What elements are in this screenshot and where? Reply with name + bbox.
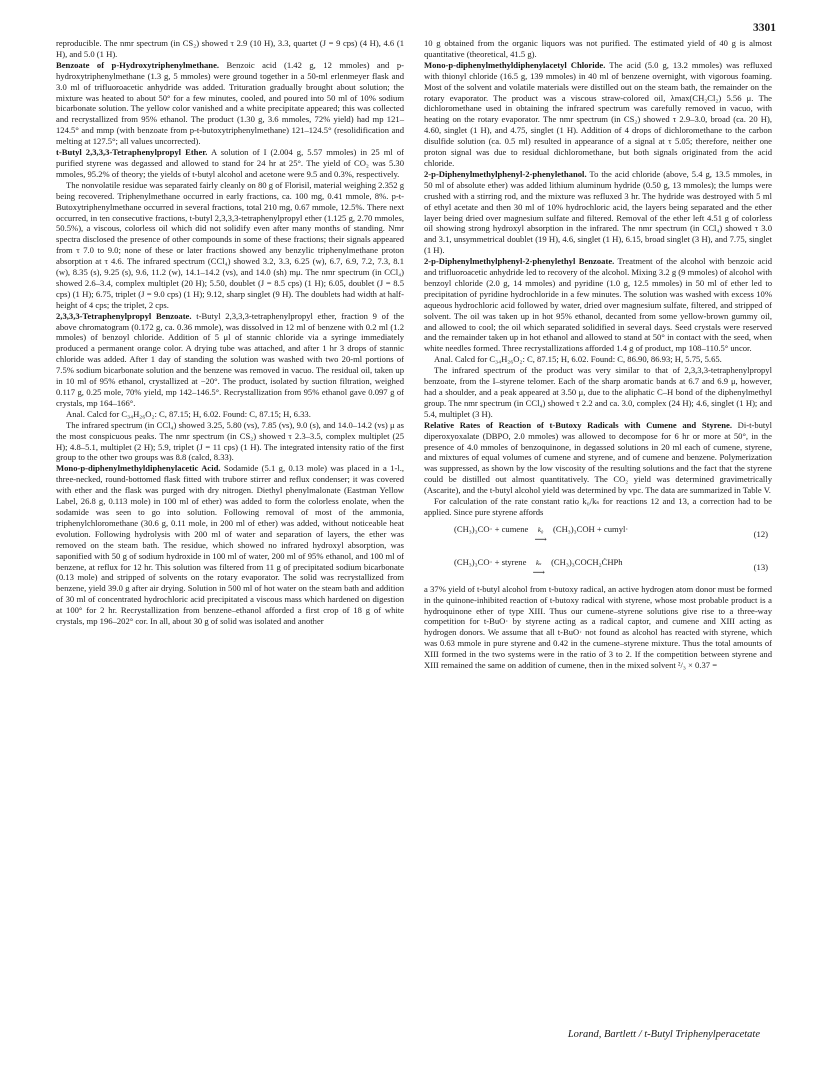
section-heading: t-Butyl 2,3,3,3-Tetraphenylpropyl Ether. <box>56 147 208 158</box>
right-column: 10 g obtained from the organic liquors was not purified. The estimated yield of 40 g is almost quantitative (theoretical, 41.5 g). Mono-p-diphenylmethyldiphenylacetyl Chloride. The acid (5.0 g, 13.2 mmoles) was refluxed with thionyl chloride (16.5 g, 139 mmoles) in 40 ml of benzene overnight, with vigorous foaming. Most of the solvent and volatile materials were distilled out on the steam bath, the remainder on the rotary evaporator. The product was a viscous straw-colored oil, λmax(CH₂Cl₂) 5.56 μ. The dichloromethane used in obtaining the infrared spectrum was carefully removed in vacuo, with heating on the rotary evaporator. The nmr spectrum (in CS₂) showed τ 2.9–3.0, broad (ca. 20 H), 4.60, singlet (1 H), and 4.75, singlet (1 H). Addition of 4 drops of dichloromethane to the carbon disulfide solution (ca. 0.5 ml) resulted in appearance of a signal at τ 5.05; therefore, neither one proton signal was due to residual dichloromethane, but both signals originated from the acid chloride. 2-p-Diphenylmethylphenyl-2-phenylethanol. To the acid chloride (above, 5.4 g, 13.5 mmoles, in 50 ml of absolute ether) was added lithium aluminum hydride (0.50 g, 13 mmoles); the lumps were crushed with a stirring rod, and the mixture was refluxed 3 hr. The hydride was destroyed with 5 ml of ethyl acetate and then 30 ml of 10% hydrochloric acid, the layers being separated and the ether layer being dried over magnesium sulfate and filtered. Removal of the ether left 4.51 g of colorless oil showing strong hydroxyl absorption in the infrared. The nmr spectrum (in CCl₄) showed τ 3.0 and 3.1, unsymmetrical doublet (19 H), 4.6, singlet (1 H), 6.15, broad singlet (3 H), and 7.75, singlet (1 H). 2-p-Diphenylmethylphenyl-2-phenylethyl Benzoate. Treatment of the alcohol with benzoic acid and trifluoroacetic anhydride led to recovery of the alcohol. Mixing 3.2 g (9 mmoles) of alcohol with benzoyl chloride (2.0 g, 14 mmoles) and pyridine (1.0 g, 12.5 mmoles) in 50 ml of ether led to precipitation of pyridine hydrochloride in a few minutes. The solution was washed with excess 10% aqueous hydrochloric acid followed by water, dried over magnesium sulfate, filtered, and stripped of solvent. The oil was taken up in hot 95% ethanol, decanted from some yellow-brown gummy oil, and allowed to cool; the oil which separated solidified in several days. Seed crystals were reserved and the remainder taken up in hot ethanol and allowed to stand at 50° in contact with the seed, when white needles formed. Three recrystallizations afforded 1.4 g of product, mp 108–110.5° uncor. Anal. Calcd for C₃₄H₂₆O₂: C, 87.15; H, 6.02. Found: C, 86.90, 86.93; H, 5.75, 5.65. The infrared spectrum of the product was very similar to that of 2,3,3,3-tetraphenylpropyl benzoate, from the I–styrene telomer. Each of the sharp aromatic bands at 6.7 and 6.9 μ, however, had a shoulder, and a peak appeared at 3.50 μ, due to the aliphatic C–H bond of the diphenylmethyl group. The nmr spectrum (in CCl₄) showed τ 2.2 and ca. 3.0, complex (24 H); 4.6, singlet (1 H); and 5.4, multiplet (3 H). Relative Rates of Reaction of t-Butoxy Radicals with Cumene and Styrene. Di-t-butyl diperoxyoxalate (DBPO, 2.0 mmoles) was allowed to decompose for 6 hr or more at 50°, in the presence of 4.0 mmoles of benzoquinone, in degassed solutions in 20 ml each of cumene, styrene, and mixtures of equal volumes of cumene and styrene, and of cumene and benzene. Polymerization was suppressed, as shown by the low viscosity of the resulting solutions and the fact that the styrene could be distilled out almost quantitatively. The CO₂ yield was determined gravimetrically (Ascarite), and the t-butyl alcohol yield was determined by vpc. The data are summarized in Table V. For calculation of the rate constant ratio k₀/kₛ for reactions 12 and 13, a correction had to be applied. Since pure styrene affords (CH₃)₃CO· + cumene k₀ ⟶ (CH₃)₃COH + cumyl· (12) (CH₃)₃CO· + styrene kₛ ⟶ (CH₃)₃COCH₂ĊHPh (13) a 37% yield of t-butyl alcohol from t-butoxy radical, an active hydrogen atom donor must be formed in the quinone-inhibited reaction of t-butoxy radical with styrene, whose most probable product is a hydroquinone ether of type XIII. Thus our cumene–styrene solutions give rise to a three-way competition for t-BuO· by styrene acting as a radical captor, and cumene and XIII acting as hydrogen donors. We assume that all t-BuO· not found as alcohol has reacted with styrene, which was 0.63 mmole in pure styrene and 0.42 in the cumene–styrene mixture. Thus the total amounts of XIII formed in the two systems were in the ratio of 3 to 2. If the competition between styrene and XIII remained the same on addition of cumene, then in the mixed solvent ²/₃ × 0.37 = <box>424 38 772 671</box>
analysis-paragraph: Anal. Calcd for C₃₄H₂₆O₂: C, 87.15; H, 6.02. Found: C, 87.15; H, 6.33. <box>66 408 311 419</box>
paragraph: The infrared spectrum of the product was very similar to that of 2,3,3,3-tetraphenylpropyl benzoate, from the I–styrene telomer. Each of the sharp aromatic bands at 6.7 and 6.9 μ, however, had a shoulder, and a peak appeared at 3.50 μ, due to the aliphatic C–H bond of the diphenylmethyl group. The nmr spectrum (in CCl₄) showed τ 2.2 and ca. 3.0, complex (24 H); 4.6, singlet (1 H); and 5.4, multiplet (3 H). <box>424 365 772 419</box>
equation-13: (CH₃)₃CO· + styrene kₛ ⟶ (CH₃)₃COCH₂ĊHPh (13) <box>454 556 768 577</box>
section-heading: 2-p-Diphenylmethylphenyl-2-phenylethanol. <box>424 168 587 179</box>
equation-number: (12) <box>753 528 768 539</box>
section-heading: Relative Rates of Reaction of t-Butoxy Radicals with Cumene and Styrene. <box>424 419 732 430</box>
paragraph: The nonvolatile residue was separated fairly cleanly on 80 g of Florisil, material weighing 2.352 g being recovered. Triphenylmethane occurred in early fractions, ca. 100 mg, 0.41 mmole, 8%. p-t-Butoxytriphenylmethane occurred in several fractions, total 210 mg, 0.67 mmole, 12.5%. There next occurred, in ten consecutive fractions, t-butyl 2,3,3,3-tetraphenylpropyl ether (1.125 g, 2.70 mmoles, 50.5%), a viscous, colorless oil which did not solidify even after many months of standing. Nmr spectra disclosed the presence of other compounds in some of these fractions; their signals appeared from τ 7.0 to 9.0; none of these or later fractions showed any benzylic triphenylmethane proton absorption at τ 4.6. The infrared spectrum (CCl₄) showed 3.2, 3.3, 6.25 (w), 6.7, 6.9, 7.2, 7.3, 8.1 (w), 8.35 (s), 9.25 (s), 9.6, 11.2 (w), 14.1–14.2 (vs), and 14.0 (sh) mμ. The nmr spectrum (in CCl₄) showed 2.6–3.4, complex multiplet (20 H); 5.50, doublet (J = 8.5 cps) (1 H); 6.05, doublet (J = 8.5 cps) (1 H); 6.75, triplet (J = 9.0 cps) (1 H); 9.12, sharp singlet (9 H). The doublets had width at half-height of 4 cps; the triplet, 2 cps. <box>56 179 404 310</box>
section-heading: 2-p-Diphenylmethylphenyl-2-phenylethyl Benzoate. <box>424 256 615 267</box>
paragraph: For calculation of the rate constant ratio k₀/kₛ for reactions 12 and 13, a correction had to be applied. Since pure styrene affords <box>424 496 772 517</box>
paragraph: a 37% yield of t-butyl alcohol from t-butoxy radical, an active hydrogen atom donor must be formed in the quinone-inhibited reaction of t-butoxy radical with styrene, whose most probable product is a hydroquinone ether of type XIII. Thus our cumene–styrene solutions give rise to a three-way competition for t-BuO· by styrene acting as a radical captor, and cumene and XIII acting as hydrogen donors. We assume that all t-BuO· not found as alcohol has reacted with styrene, which was 0.63 mmole in pure styrene and 0.42 in the cumene–styrene mixture. Thus the total amounts of XIII formed in the two systems were in the ratio of 3 to 2. If the competition between styrene and XIII remained the same on addition of cumene, then in the mixed solvent ²/₃ × 0.37 = <box>424 583 772 671</box>
section-heading: Benzoate of p-Hydroxytriphenylmethane. <box>56 59 220 70</box>
equation-number: (13) <box>753 561 768 572</box>
section-heading: 2,3,3,3-Tetraphenylpropyl Benzoate. <box>56 310 192 321</box>
section-heading: Mono-p-diphenylmethyldiphenylacetic Acid. <box>56 463 221 474</box>
running-footer: Lorand, Bartlett / t-Butyl Triphenylperacetate <box>567 1029 760 1040</box>
paragraph: The infrared spectrum (in CCl₄) showed 3.25, 5.80 (vs), 7.85 (vs), 9.0 (s), and 14.0–14.2 (vs) μ as the most conspicuous peaks. The nmr spectrum (in CS₂) showed τ 2.3–3.5, complex multiplet (25 H); 4.8–5.1, multiplet (2 H); 5.9, triplet (J = 11 cps) (1 H). The integrated intensity ratio of the first group to the other two groups was 8.8 (calcd, 8.33). <box>56 419 404 463</box>
paragraph: 10 g obtained from the organic liquors was not purified. The estimated yield of 40 g is almost quantitative (theoretical, 41.5 g). <box>424 38 772 59</box>
left-column: reproducible. The nmr spectrum (in CS₂) showed τ 2.9 (10 H), 3.3, quartet (J = 9 cps) (4 H), 4.6 (1 H), and 5.0 (1 H). Benzoate of p-Hydroxytriphenylmethane. Benzoic acid (1.42 g, 12 mmoles) and p-hydroxytriphenylmethane (1.3 g, 5 mmoles) were ground together in a 50-ml erlenmeyer flask and 3.0 ml of trifluoroacetic anhydride was added. Trituration gradually brought about solution; the mixture was heated to about 50° for a few minutes, cooled, and poured into 50 ml of 10% sodium bicarbonate solution. The yellow color vanished and a white precipitate appeared; this was collected and recrystallized from 95% ethanol. The product (1.30 g, 3.6 mmoles, 72% yield) had mp 121–124.5° and mmp (with benzoate from p-t-butoxytriphenylmethane) 121–124.5° (resolidification and melting at 127.5°; all values uncorrected). t-Butyl 2,3,3,3-Tetraphenylpropyl Ether. A solution of I (2.004 g, 5.57 mmoles) in 25 ml of purified styrene was degassed and allowed to stand for 24 hr at 25°. The yield of CO₂ was 5.30 mmoles, 95.2% of theory; the yields of t-butyl alcohol and acetone were 9.5 and 0.3%, respectively. The nonvolatile residue was separated fairly cleanly on 80 g of Florisil, material weighing 2.352 g being recovered. Triphenylmethane occurred in early fractions, ca. 100 mg, 0.41 mmole, 8%. p-t-Butoxytriphenylmethane occurred in several fractions, total 210 mg, 0.67 mmole, 12.5%. There next occurred, in ten consecutive fractions, t-butyl 2,3,3,3-tetraphenylpropyl ether (1.125 g, 2.70 mmoles, 50.5%), a viscous, colorless oil which did not solidify even after many months of standing. Nmr spectra disclosed the presence of other compounds in some of these fractions; their signals appeared from τ 7.0 to 9.0; none of these or later fractions showed any benzylic triphenylmethane proton absorption at τ 4.6. The infrared spectrum (CCl₄) showed 3.2, 3.3, 6.25 (w), 6.7, 6.9, 7.2, 7.3, 8.1 (w), 8.35 (s), 9.25 (s), 9.6, 11.2 (w), 14.1–14.2 (vs), and 14.0 (sh) mμ. The nmr spectrum (in CCl₄) showed 2.6–3.4, complex multiplet (20 H); 5.50, doublet (J = 8.5 cps) (1 H); 6.05, doublet (J = 8.5 cps) (1 H); 6.75, triplet (J = 9.0 cps) (1 H); 9.12, sharp singlet (9 H). The doublets had width at half-height of 4 cps; the triplet, 2 cps. 2,3,3,3-Tetraphenylpropyl Benzoate. t-Butyl 2,3,3,3-tetraphenylpropyl ether, fraction 9 of the above chromatogram (0.172 g, ca. 0.36 mmole), was dissolved in 12 ml of benzene with 0.2 ml (1.2 mmoles) of benzoyl chloride. Addition of 5 μl of stannic chloride via a syringe immediately produced a permanent orange color. A drying tube was attached, and after 1 hr 3 drops of stannic chloride was added. After 1 day of standing the solution was washed with two 20-ml portions of 7.5% sodium bicarbonate solution and the benzene was removed in vacuo. The residual oil, taken up in 10 ml of 95% ethanol, crystallized at −20°. The product, isolated by suction filtration, weighed 0.117 g, 0.25 mole, 70% yield, mp 142–146.5°. Recrystallization from 95% ethanol gave 0.097 g of crystals, mp 164–166°. Anal. Calcd for C₃₄H₂₆O₂: C, 87.15; H, 6.02. Found: C, 87.15; H, 6.33. The infrared spectrum (in CCl₄) showed 3.25, 5.80 (vs), 7.85 (vs), 9.0 (s), and 14.0–14.2 (vs) μ as the most conspicuous peaks. The nmr spectrum (in CS₂) showed τ 2.3–3.5, complex multiplet (25 H); 4.8–5.1, multiplet (2 H); 5.9, triplet (J = 11 cps) (1 H). The integrated intensity ratio of the first group to the other two groups was 8.8 (calcd, 8.33). Mono-p-diphenylmethyldiphenylacetic Acid. Sodamide (5.1 g, 0.13 mole) was placed in a 1-l., three-necked, round-bottomed flask fitted with trubore stirrer and reflux condenser; it was covered with ether and the flask was purged with dry nitrogen. Diethyl phenylmalonate (Eastman Yellow Label, 26.8 g, 0.113 mole) in 100 ml of ether) was added to form the colorless enolate, when the sodamide was seen to go into solution. Following removal of most of the ammonia, triphenylchloromethane (30.6 g, 0.11 mole, in 200 ml of ether) was added, without noticeable heat evolution. Following hydrolysis with 200 ml of water and separation of layers, the ether was removed on the steam bath. The residue, which showed no infrared hydroxyl absorption, was saponified with 50 g of sodium hydroxide in 100 ml of water, 200 ml of 95% ethanol, and 100 ml of benzene, at reflux for 12 hr. This solution was filtered from 11 g of precipitated sodium bicarbonate (0.13 mole) and stripped of solvents on the rotary evaporator. The solid was recrystallized from benzene, yield 39.0 g after air drying. Solution in 500 ml of hot water on the steam bath and addition of 30 ml of concentrated hydrochloric acid precipitated a viscous mass which hardened on digestion at 100° for 2 hr. Recrystallization from benzene–ethanol afforded a first crop of 18 g of white crystals, mp 196–202° cor. In all, about 30 g of solid was isolated and another <box>56 38 405 627</box>
section-heading: Mono-p-diphenylmethyldiphenylacetyl Chloride. <box>424 59 606 70</box>
analysis-paragraph: Anal. Calcd for C₃₄H₂₆O₂: C, 87.15; H, 6.02. Found: C, 86.90, 86.93; H, 5.75, 5.65. <box>434 354 722 365</box>
page-number: 3301 <box>753 22 776 34</box>
paragraph: reproducible. The nmr spectrum (in CS₂) showed τ 2.9 (10 H), 3.3, quartet (J = 9 cps) (4 H), 4.6 (1 H), and 5.0 (1 H). <box>56 38 404 59</box>
equation-12: (CH₃)₃CO· + cumene k₀ ⟶ (CH₃)₃COH + cumyl· (12) <box>454 523 768 544</box>
